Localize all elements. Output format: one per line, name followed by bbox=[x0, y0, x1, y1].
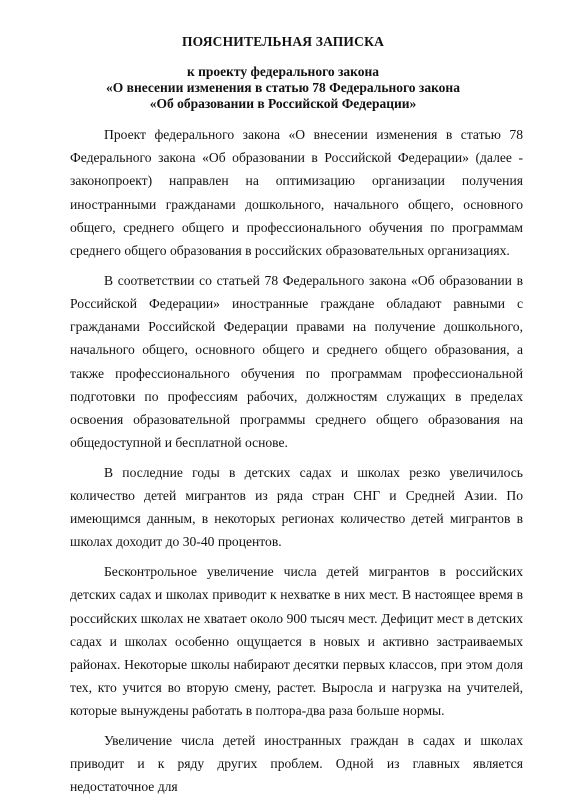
document-heading: ПОЯСНИТЕЛЬНАЯ ЗАПИСКА bbox=[181, 34, 385, 49]
subheading-line: «О внесении изменения в статью 78 Федерального закона bbox=[106, 80, 460, 95]
paragraph: В последние годы в детских садах и школах резко увеличилось количество детей мигрантов из ряда стран СНГ и Средней Азии. По имеющимся данным, в некоторых регионах количество детей мигрантов в школах доходит до 30-40 процентов. bbox=[70, 464, 523, 550]
subheading-line: к проекту федерального закона bbox=[186, 64, 380, 79]
paragraph: Увеличение числа детей иностранных граждан в садах и школах приводит и к ряду других проблем. Одной из главных является недостаточное для bbox=[70, 733, 523, 795]
subheading-line: «Об образовании в Российской Федерации» bbox=[149, 96, 417, 111]
paragraph: Проект федерального закона «О внесении изменения в статью 78 Федерального закона «Об образовании в Российской Федерации» (далее - законопроект) направлен на оптимизацию организации получения иностранными гражданами дошкольного, начального общего, основного общего, среднего общего и профессионального обучения по программам среднего общего образования в российских образовательных организациях. bbox=[70, 127, 523, 259]
document-body bbox=[70, 123, 523, 805]
paragraph: В соответствии со статьей 78 Федерального закона «Об образовании в Российской Федерации» иностранные граждане обладают равными с гражданами Российской Федерации правами на получение дошкольного, начального общего, основного общего и среднего общего образования, а также профессионального обучения по программам профессиональной подготовки по профессиям рабочих, должностям служащих в пределах освоения образовательной программы среднего общего образования на общедоступной и бесплатной основе. bbox=[70, 272, 523, 451]
paragraph: Бесконтрольное увеличение числа детей мигрантов в российских детских садах и школах приводит к нехватке в них мест. В настоящее время в российских школах не хватает около 900 тысяч мест. Дефицит мест в детских садах и школах особенно ощущается в новых и активно застраиваемых районах. Некоторые школы набирают десятки первых классов, при этом доля тех, кто учится во вторую смену, растет. Выросла и нагрузка на учителей, которые вынуждены работать в полтора-два раза больше нормы. bbox=[70, 564, 523, 719]
document-subheading bbox=[0, 64, 566, 112]
